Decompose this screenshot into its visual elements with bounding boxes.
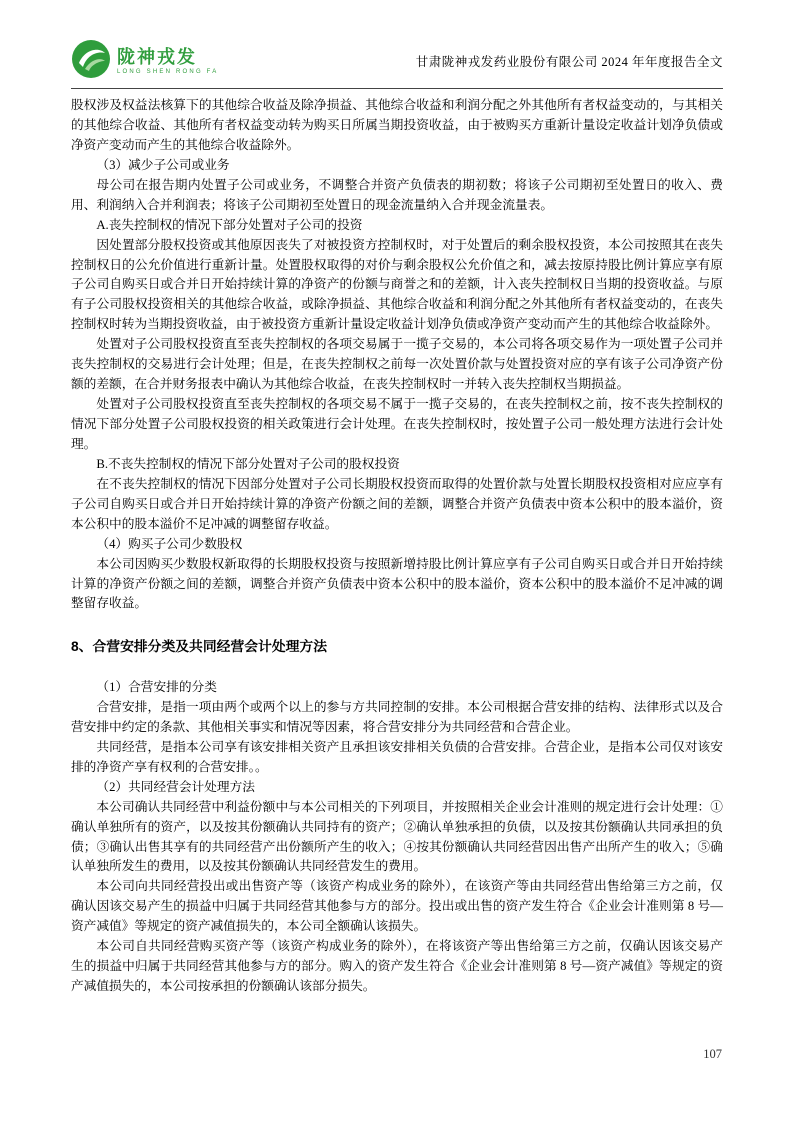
paragraph: 共同经营，是指本公司享有该安排相关资产且承担该安排相关负债的合营安排。合营企业，是指本公司仅对该安排的净资产享有权利的合营安排。。 bbox=[71, 739, 723, 774]
logo-company-name: 陇神戎发 bbox=[117, 46, 197, 67]
paragraph: 本公司因购买少数股权新取得的长期股权投资与按照新增持股比例计算应享有子公司自购买日或合并日开始持续计算的净资产份额之间的差额，调整合并资产负债表中资本公积中的股本溢价，资本公积中的股本溢价不足冲减的调整留存收益。 bbox=[71, 556, 723, 611]
paragraph: 本公司自共同经营购买资产等（该资产构成业务的除外），在将该资产等出售给第三方之前，仅确认因该交易产生的损益中归属于共同经营其他参与方的部分。购入的资产发生符合《企业会计准则第 8 号—资产减值》等规定的资产减值损失的，本公司按承担的份额确认该部分损失。 bbox=[71, 939, 723, 994]
report-title: 甘肃陇神戎发药业股份有限公司 2024 年年度报告全文 bbox=[415, 55, 723, 69]
list-label: （4）购买子公司少数股权 bbox=[96, 536, 243, 551]
list-label: （1）合营安排的分类 bbox=[96, 680, 217, 695]
paragraph: 股权涉及权益法核算下的其他综合收益及除净损益、其他综合收益和利润分配之外其他所有者权益变动的，与其相关的其他综合收益、其他所有者权益变动转为购买日所属当期投资收益，由于被购买方重新计量设定收益计划净负债或净资产变动而产生的其他综合收益除外。 bbox=[71, 98, 723, 152]
paragraph: 因处置部分股权投资或其他原因丧失了对被投资方控制权时，对于处置后的剩余股权投资，本公司按照其在丧失控制权日的公允价值进行重新计量。处置股权取得的对价与剩余股权公允价值之和，减去按原持股比例计算应享有原子公司自购买日或合并日开始持续计算的净资产的份额与商誉之和的差额，计入丧失控制权日当期的投资收益。与原有子公司股权投资相关的其他综合收益，或除净损益、其他综合收益和利润分配之外其他所有者权益变动的，在丧失控制权时转为当期投资收益，由于被投资方重新计量设定收益计划净负债或净资产变动而产生的其他综合收益除外。 bbox=[71, 237, 723, 332]
company-logo bbox=[71, 39, 218, 84]
list-label: （2）共同经营会计处理方法 bbox=[96, 779, 255, 794]
list-label: B.不丧失控制权的情况下部分处置对子公司的股权投资 bbox=[96, 456, 400, 471]
paragraph: 处置对子公司股权投资直至丧失控制权的各项交易属于一揽子交易的，本公司将各项交易作为一项处置子公司并丧失控制权的交易进行会计处理；但是，在丧失控制权之前每一次处置价款与处置投资对应的享有该子公司净资产份额的差额，在合并财务报表中确认为其他综合收益，在丧失控制权时一并转入丧失控制权当期损益。 bbox=[71, 337, 723, 392]
logo-text-block bbox=[117, 48, 218, 75]
logo-company-name-en: LONG SHEN RONG FA bbox=[117, 68, 219, 75]
paragraph: 合营安排，是指一项由两个或两个以上的参与方共同控制的安排。本公司根据合营安排的结构、法律形式以及合营安排中约定的条款、其他相关事实和情况等因素，将合营安排分为共同经营和合营企业。 bbox=[71, 699, 723, 734]
list-label: A.丧失控制权的情况下部分处置对子公司的投资 bbox=[96, 217, 363, 232]
paragraph: 母公司在报告期内处置子公司或业务，不调整合并资产负债表的期初数；将该子公司期初至处置日的收入、费用、利润纳入合并利润表；将该子公司期初至处置日的现金流量纳入合并现金流量表。 bbox=[71, 177, 723, 212]
paragraph: 处置对子公司股权投资直至丧失控制权的各项交易不属于一揽子交易的，在丧失控制权之前，按不丧失控制权的情况下部分处置子公司股权投资的相关政策进行会计处理。在丧失控制权时，按处置子公司一般处理方法进行会计处理。 bbox=[71, 397, 723, 451]
document-body bbox=[71, 96, 723, 997]
paragraph: 本公司确认共同经营中利益份额中与本公司相关的下列项目，并按照相关企业会计准则的规定进行会计处理：①确认单独所有的资产，以及按其份额确认共同持有的资产；②确认单独承担的负债，以及按其份额确认共同承担的负债；③确认出售其享有的共同经营产出份额所产生的收入；④按其份额确认共同经营因出售产出所产生的收入；⑤确认单独所发生的费用，以及按其份额确认共同经营发生的费用。 bbox=[71, 799, 723, 874]
page-number: 107 bbox=[703, 1047, 722, 1061]
section-heading: 8、合营安排分类及共同经营会计处理方法 bbox=[71, 639, 328, 655]
list-label: （3）减少子公司或业务 bbox=[96, 157, 230, 172]
logo-icon bbox=[71, 39, 111, 84]
page-header bbox=[71, 38, 723, 89]
paragraph: 本公司向共同经营投出或出售资产等（该资产构成业务的除外），在该资产等由共同经营出售给第三方之前，仅确认因该交易产生的损益中归属于共同经营其他参与方的部分。投出或出售的资产发生符合《企业会计准则第 8 号—资产减值》等规定的资产减值损失的，本公司全额确认该损失。 bbox=[71, 879, 723, 934]
paragraph: 在不丧失控制权的情况下因部分处置对子公司长期股权投资而取得的处置价款与处置长期股权投资相对应应享有子公司自购买日或合并日开始持续计算的净资产份额之间的差额，调整合并资产负债表中资本公积中的股本溢价，资本公积中的股本溢价不足冲减的调整留存收益。 bbox=[71, 476, 723, 531]
